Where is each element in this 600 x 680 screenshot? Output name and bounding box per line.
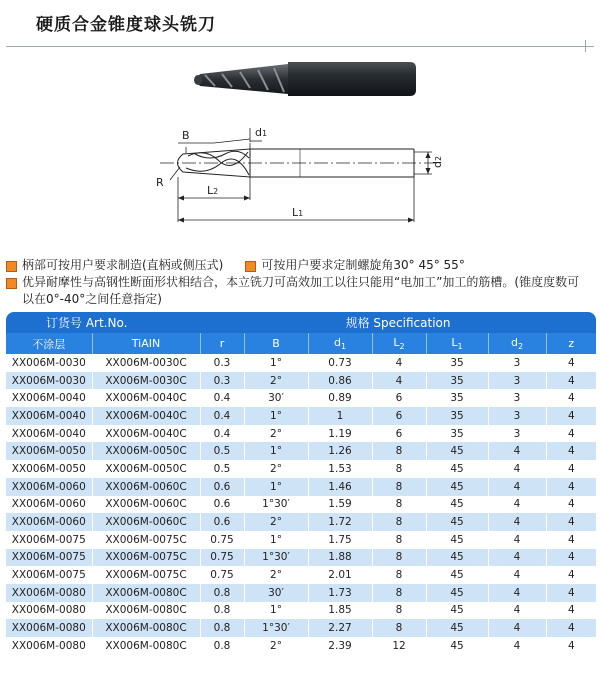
cell-d1: 1.75 [308, 531, 372, 549]
cell-b: 1° [244, 442, 308, 460]
label-L1: L1 [292, 206, 304, 219]
cell-d2: 4 [488, 442, 546, 460]
table-body [6, 354, 596, 655]
cell-d1: 1.26 [308, 442, 372, 460]
cell-uncoated: XX006M-0030 [6, 354, 92, 372]
cell-tialn: XX006M-0075C [92, 566, 200, 584]
table-row [6, 619, 596, 637]
cell-l1: 45 [426, 619, 488, 637]
cell-z: 4 [546, 425, 596, 443]
cell-d2: 4 [488, 513, 546, 531]
cell-l2: 8 [372, 549, 426, 567]
cell-b: 2° [244, 425, 308, 443]
cell-uncoated: XX006M-0080 [6, 637, 92, 655]
cell-r: 0.75 [200, 531, 244, 549]
cell-uncoated: XX006M-0040 [6, 425, 92, 443]
cell-l2: 8 [372, 513, 426, 531]
cell-r: 0.5 [200, 460, 244, 478]
header-col-z: z [546, 333, 596, 354]
cell-z: 4 [546, 584, 596, 602]
cell-d2: 4 [488, 496, 546, 514]
table-row [6, 389, 596, 407]
cell-z: 4 [546, 513, 596, 531]
cell-z: 4 [546, 566, 596, 584]
cell-d2: 4 [488, 460, 546, 478]
cell-b: 2° [244, 460, 308, 478]
cell-d1: 0.89 [308, 389, 372, 407]
cell-r: 0.8 [200, 602, 244, 620]
feature-helix-angle: 可按用户要求定制螺旋角30° 45° 55° [261, 258, 465, 272]
table-header-group-row [6, 312, 596, 333]
cell-b: 30′ [244, 584, 308, 602]
cell-d1: 0.86 [308, 372, 372, 390]
cell-b: 1°30′ [244, 549, 308, 567]
table-row [6, 407, 596, 425]
cell-tialn: XX006M-0040C [92, 407, 200, 425]
cell-d2: 4 [488, 566, 546, 584]
table-row [6, 584, 596, 602]
table-row [6, 496, 596, 514]
cell-uncoated: XX006M-0030 [6, 372, 92, 390]
cell-tialn: XX006M-0040C [92, 425, 200, 443]
cell-d2: 4 [488, 602, 546, 620]
cell-l2: 6 [372, 389, 426, 407]
cell-z: 4 [546, 478, 596, 496]
header-col-r: r [200, 333, 244, 354]
feature-list [6, 257, 586, 308]
cell-r: 0.75 [200, 549, 244, 567]
cell-tialn: XX006M-0080C [92, 602, 200, 620]
feature-row-2 [6, 274, 586, 308]
cell-tialn: XX006M-0080C [92, 637, 200, 655]
cell-d1: 2.01 [308, 566, 372, 584]
cell-d1: 1.53 [308, 460, 372, 478]
cell-l2: 8 [372, 584, 426, 602]
cell-uncoated: XX006M-0050 [6, 460, 92, 478]
header-col-d1: $d_1$ [308, 333, 372, 354]
cell-l2: 8 [372, 619, 426, 637]
cell-d2: 3 [488, 407, 546, 425]
cell-z: 4 [546, 531, 596, 549]
cell-uncoated: XX006M-0080 [6, 602, 92, 620]
cell-d2: 3 [488, 372, 546, 390]
header-col-d2: $d_2$ [488, 333, 546, 354]
cell-tialn: XX006M-0050C [92, 460, 200, 478]
cell-b: 1° [244, 478, 308, 496]
cell-d1: 2.27 [308, 619, 372, 637]
table-row [6, 513, 596, 531]
cell-d2: 4 [488, 478, 546, 496]
cell-b: 2° [244, 637, 308, 655]
table-row [6, 566, 596, 584]
table-row [6, 637, 596, 655]
cell-r: 0.4 [200, 389, 244, 407]
cell-r: 0.5 [200, 442, 244, 460]
cell-l1: 35 [426, 389, 488, 407]
cell-z: 4 [546, 637, 596, 655]
cell-b: 2° [244, 372, 308, 390]
cell-d2: 4 [488, 549, 546, 567]
cell-r: 0.3 [200, 354, 244, 372]
cell-tialn: XX006M-0030C [92, 354, 200, 372]
cell-d1: 1.19 [308, 425, 372, 443]
bullet-icon [245, 261, 256, 272]
header-order-number: 订货号 Art.No. [6, 312, 200, 333]
cell-tialn: XX006M-0030C [92, 372, 200, 390]
cell-z: 4 [546, 389, 596, 407]
cell-l2: 6 [372, 425, 426, 443]
spec-table [6, 312, 596, 655]
cell-tialn: XX006M-0040C [92, 389, 200, 407]
cell-l2: 4 [372, 354, 426, 372]
cell-tialn: XX006M-0080C [92, 584, 200, 602]
cell-l1: 35 [426, 407, 488, 425]
cell-tialn: XX006M-0060C [92, 478, 200, 496]
cell-l1: 35 [426, 425, 488, 443]
cell-d2: 4 [488, 584, 546, 602]
cell-z: 4 [546, 372, 596, 390]
feature-wear-resistance: 优异耐摩性与高钢性断面形状相结合，本立铣刀可高效加工以往只能用“电加工”加工的筋槽。(锥度度数可以在0°-40°之间任意指定) [22, 275, 580, 306]
title-divider [6, 46, 594, 47]
cell-d1: 1.72 [308, 513, 372, 531]
cell-l1: 45 [426, 531, 488, 549]
cell-l2: 8 [372, 496, 426, 514]
header-col-tialn: TiAIN [92, 333, 200, 354]
cell-b: 1°30′ [244, 496, 308, 514]
cell-l2: 6 [372, 407, 426, 425]
cell-l1: 45 [426, 442, 488, 460]
cell-uncoated: XX006M-0075 [6, 566, 92, 584]
header-specification: 规格 Specification [200, 312, 596, 333]
cell-uncoated: XX006M-0060 [6, 513, 92, 531]
cell-l2: 8 [372, 602, 426, 620]
cell-d2: 4 [488, 531, 546, 549]
cell-b: 2° [244, 566, 308, 584]
cell-z: 4 [546, 549, 596, 567]
cell-uncoated: XX006M-0075 [6, 531, 92, 549]
cell-d1: 0.73 [308, 354, 372, 372]
header-col-l2: $L_2$ [372, 333, 426, 354]
feature-row-1 [6, 257, 586, 274]
cell-d1: 1.73 [308, 584, 372, 602]
cell-uncoated: XX006M-0060 [6, 478, 92, 496]
cell-l1: 45 [426, 602, 488, 620]
cell-z: 4 [546, 496, 596, 514]
table-row [6, 442, 596, 460]
cell-r: 0.6 [200, 513, 244, 531]
cell-z: 4 [546, 442, 596, 460]
cell-b: 1° [244, 407, 308, 425]
cell-r: 0.8 [200, 584, 244, 602]
bullet-icon [6, 261, 17, 272]
cell-uncoated: XX006M-0040 [6, 407, 92, 425]
table-row [6, 425, 596, 443]
cell-l2: 4 [372, 372, 426, 390]
cell-z: 4 [546, 619, 596, 637]
bullet-icon [6, 278, 17, 289]
table-row [6, 478, 596, 496]
cell-tialn: XX006M-0050C [92, 442, 200, 460]
label-d2: d2 [431, 155, 444, 168]
cell-l1: 45 [426, 478, 488, 496]
cell-r: 0.6 [200, 478, 244, 496]
cell-z: 4 [546, 602, 596, 620]
header-col-b: B [244, 333, 308, 354]
cell-tialn: XX006M-0075C [92, 549, 200, 567]
header-col-uncoated: 不涂层 [6, 333, 92, 354]
table-row [6, 372, 596, 390]
cell-l1: 45 [426, 637, 488, 655]
cell-r: 0.3 [200, 372, 244, 390]
cell-d1: 1.59 [308, 496, 372, 514]
header-col-l1: $L_1$ [426, 333, 488, 354]
cell-l1: 45 [426, 584, 488, 602]
cell-tialn: XX006M-0080C [92, 619, 200, 637]
cell-r: 0.4 [200, 407, 244, 425]
cell-r: 0.6 [200, 496, 244, 514]
cell-d1: 1.85 [308, 602, 372, 620]
feature-shank: 柄部可按用户要求制造(直柄或侧压式) [22, 258, 224, 272]
table-row [6, 460, 596, 478]
cell-r: 0.8 [200, 637, 244, 655]
cell-uncoated: XX006M-0080 [6, 619, 92, 637]
cell-z: 4 [546, 460, 596, 478]
cell-d2: 4 [488, 619, 546, 637]
table-row [6, 549, 596, 567]
cell-b: 1° [244, 602, 308, 620]
label-d1: d1 [255, 126, 268, 139]
cell-b: 1° [244, 531, 308, 549]
table-row [6, 602, 596, 620]
label-B: B [182, 129, 190, 142]
cell-tialn: XX006M-0060C [92, 513, 200, 531]
cell-b: 1°30′ [244, 619, 308, 637]
cell-d2: 3 [488, 425, 546, 443]
cell-uncoated: XX006M-0080 [6, 584, 92, 602]
spec-table-container [6, 312, 596, 655]
table-header-row [6, 333, 596, 354]
cell-b: 2° [244, 513, 308, 531]
cell-tialn: XX006M-0075C [92, 531, 200, 549]
cell-d1: 2.39 [308, 637, 372, 655]
cell-l2: 8 [372, 442, 426, 460]
cell-r: 0.75 [200, 566, 244, 584]
cell-d1: 1.46 [308, 478, 372, 496]
cell-uncoated: XX006M-0040 [6, 389, 92, 407]
cell-l2: 8 [372, 478, 426, 496]
cell-d1: 1 [308, 407, 372, 425]
cell-z: 4 [546, 407, 596, 425]
cell-l2: 8 [372, 460, 426, 478]
tool-photo [194, 62, 416, 96]
cell-l1: 35 [426, 372, 488, 390]
cell-l1: 45 [426, 549, 488, 567]
label-R: R [156, 176, 164, 189]
cell-l1: 45 [426, 513, 488, 531]
cell-r: 0.8 [200, 619, 244, 637]
cell-d1: 1.88 [308, 549, 372, 567]
cell-l2: 8 [372, 531, 426, 549]
cell-r: 0.4 [200, 425, 244, 443]
cell-l1: 35 [426, 354, 488, 372]
cell-l2: 12 [372, 637, 426, 655]
page-title: 硬质合金锥度球头铣刀 [36, 15, 216, 35]
table-row [6, 354, 596, 372]
label-L2: L2 [207, 184, 219, 197]
cell-uncoated: XX006M-0060 [6, 496, 92, 514]
cell-l1: 45 [426, 496, 488, 514]
cell-d2: 4 [488, 637, 546, 655]
tool-drawing [0, 50, 600, 250]
cell-l2: 8 [372, 566, 426, 584]
cell-b: 30′ [244, 389, 308, 407]
cell-d2: 3 [488, 389, 546, 407]
cell-z: 4 [546, 354, 596, 372]
cell-b: 1° [244, 354, 308, 372]
cell-uncoated: XX006M-0050 [6, 442, 92, 460]
cell-l1: 45 [426, 566, 488, 584]
cell-l1: 45 [426, 460, 488, 478]
cell-uncoated: XX006M-0075 [6, 549, 92, 567]
cell-d2: 3 [488, 354, 546, 372]
table-row [6, 531, 596, 549]
cell-tialn: XX006M-0060C [92, 496, 200, 514]
